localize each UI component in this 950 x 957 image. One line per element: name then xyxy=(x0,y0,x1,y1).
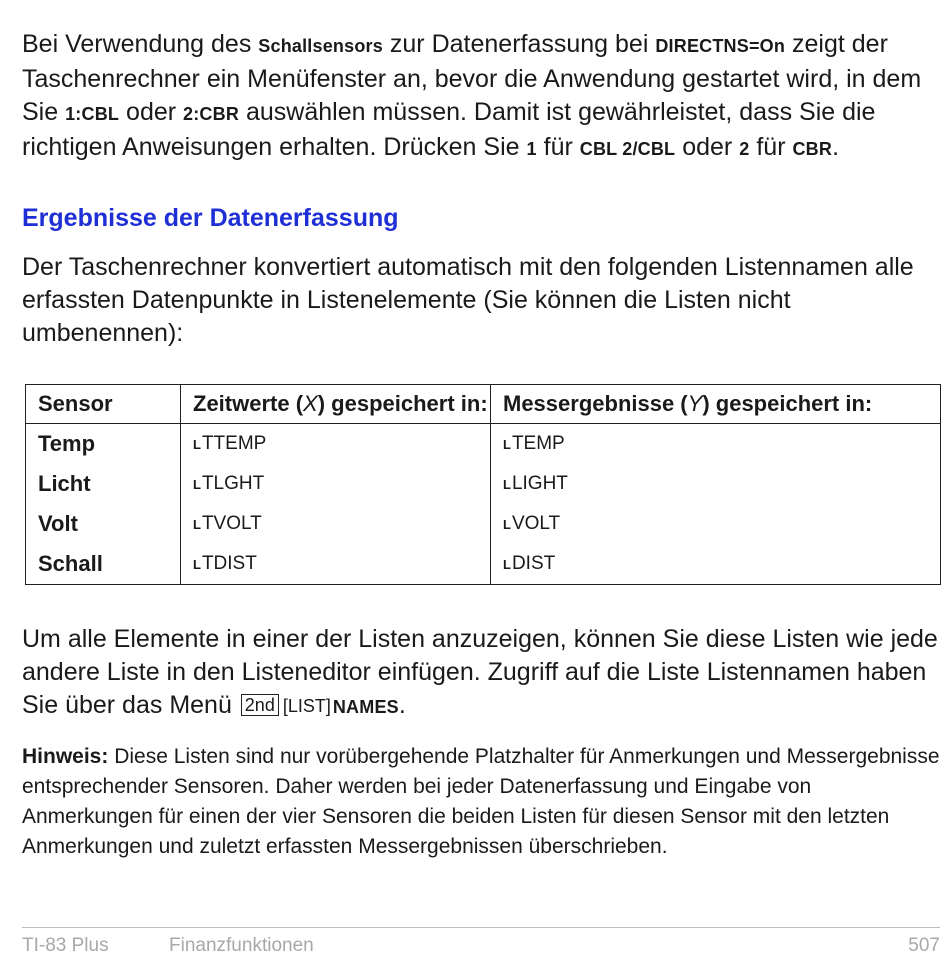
list-symbol-icon: L xyxy=(193,477,201,492)
text-run: . xyxy=(832,133,840,161)
sensor-name: Schallsensors xyxy=(258,36,383,56)
table-row xyxy=(26,424,941,465)
text-run: Bei Verwendung des xyxy=(22,30,259,58)
footer-page-number: 507 xyxy=(908,935,940,956)
text-run: für xyxy=(749,133,793,161)
footer-divider xyxy=(22,927,940,928)
note-label: Hinweis: xyxy=(22,745,109,768)
time-list-cell: LTTEMP xyxy=(181,424,491,465)
text-run: zur Datenerfassung bei xyxy=(382,30,656,58)
header-sensor: Sensor xyxy=(26,385,181,424)
list-names-paragraph: Der Taschenrechner konvertiert automatisch mit den folgenden Listennamen alle erfassten Datenpunkte in Listenelemente (Sie können die Listen nicht umbenennen): xyxy=(22,253,914,347)
table-row xyxy=(26,544,941,585)
list-symbol-icon: L xyxy=(193,437,201,452)
footer-chapter: Finanzfunktionen xyxy=(169,935,314,956)
cbl-label: CBL 2/CBL xyxy=(579,139,676,159)
text-run: oder xyxy=(675,133,740,161)
footer-product: TI-83 Plus xyxy=(22,935,109,956)
note-text: Diese Listen sind nur vorübergehende Platzhalter für Anmerkungen und Messergebnisse entsprechender Sensoren. Daher werden bei jeder Datenerfassung und Eingabe von Anmerkungen für einen der vier Sensoren die beiden Listen für diesen Sensor mit den letzten Anmerkungen und zuletzt erfassten Messergebnissen überschrieben. xyxy=(22,745,940,858)
list-symbol-icon: L xyxy=(193,517,201,532)
text-run: zeigt der Taschenrechner ein Menüfenster an, bevor die Anwendung gestartet wird, in dem Sie xyxy=(22,30,922,126)
list-symbol-icon: L xyxy=(503,557,511,572)
list-symbol-icon: L xyxy=(503,437,511,452)
table-row xyxy=(26,504,941,544)
intro-paragraph xyxy=(22,28,940,166)
sensor-cell: Volt xyxy=(38,511,78,536)
key-2: 2 xyxy=(739,139,750,159)
names-menu: NAMES xyxy=(332,697,399,717)
section-heading: Ergebnisse der Datenerfassung xyxy=(22,204,399,232)
text-run: für xyxy=(536,133,580,161)
list-symbol-icon: L xyxy=(193,557,201,572)
sensor-list-table xyxy=(25,384,941,585)
text-run: auswählen müssen. Damit ist gewährleistet, dass Sie die richtigen Anweisungen erhalten. Drücken Sie xyxy=(22,98,876,161)
menu-option-cbr: 2:CBR xyxy=(183,104,240,124)
time-list-cell: LTVOLT xyxy=(181,504,491,544)
measurement-list-cell: LVOLT xyxy=(491,504,941,544)
sensor-cell: Temp xyxy=(38,431,96,456)
text-run: Um alle Elemente in einer der Listen anzuzeigen, können Sie diese Listen wie jede andere Liste in den Listeneditor einfügen. Zugriff auf die Liste Listennamen haben Sie über das Menü xyxy=(22,625,938,719)
note-paragraph xyxy=(22,742,940,862)
sensor-cell: Licht xyxy=(38,471,91,496)
time-list-cell: LTLGHT xyxy=(181,464,491,504)
key-2nd: 2nd xyxy=(241,694,279,716)
sensor-cell: Schall xyxy=(38,551,103,576)
key-list: [LIST] xyxy=(282,696,331,716)
table-row xyxy=(26,464,941,504)
list-editor-paragraph xyxy=(22,623,940,724)
directns-setting: DIRECTNS=On xyxy=(655,36,786,56)
header-time-values: Zeitwerte (X) gespeichert in: xyxy=(181,385,491,424)
list-symbol-icon: L xyxy=(503,477,511,492)
measurement-list-cell: LDIST xyxy=(491,544,941,585)
menu-option-cbl: 1:CBL xyxy=(65,104,120,124)
text-run: oder xyxy=(119,98,184,126)
measurement-list-cell: LTEMP xyxy=(491,424,941,465)
page-content xyxy=(22,28,940,862)
measurement-list-cell: LLIGHT xyxy=(491,464,941,504)
text-run: . xyxy=(398,691,406,719)
table-header-row xyxy=(26,385,941,424)
time-list-cell: LTDIST xyxy=(181,544,491,585)
header-measurements: Messergebnisse (Y) gespeichert in: xyxy=(491,385,941,424)
key-1: 1 xyxy=(526,139,537,159)
cbr-label: CBR xyxy=(792,139,833,159)
list-symbol-icon: L xyxy=(503,517,511,532)
